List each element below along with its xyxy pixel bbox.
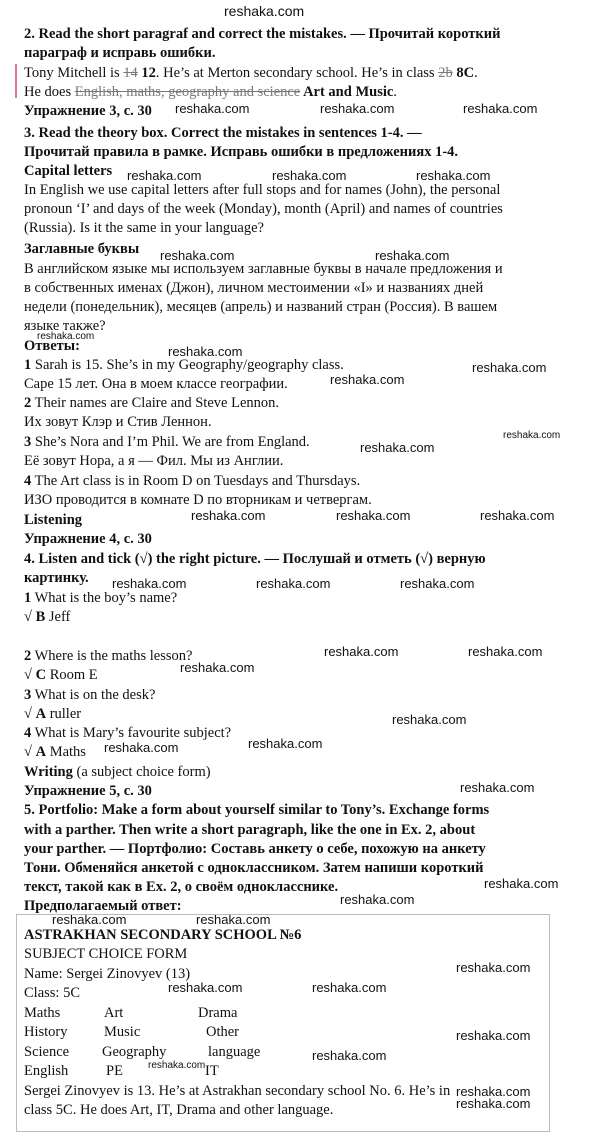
watermark: reshaka.com [463,101,538,116]
ex4-title-cont: картинку. [24,570,89,586]
ex5-title: your parther. — Портфолио: Составь анкету о себе, похожую на анкету [24,841,486,857]
watermark: reshaka.com [468,644,543,659]
ex5-title: with a parther. Then write a short paragraph, like the one in Ex. 2, about [24,822,476,838]
answer-ru: Саре 15 лет. Она в моем классе географии. [24,376,288,392]
subject-cell: English [24,1063,69,1079]
ex5-heading: Упражнение 5, с. 30 [24,783,152,799]
writing-section: Writing (a subject choice form) [24,764,211,780]
capital-letters-heading: Capital letters [24,163,113,179]
watermark: reshaka.com [112,576,187,591]
listening-section: Listening [24,512,83,528]
watermark: reshaka.com [472,360,547,375]
ex2-paragraph-line1: Tony Mitchell is 14 12. He’s at Merton secondary school. He’s in class 2b 8C. [24,65,478,81]
ex5-title: 5. Portfolio: Make a form about yourself similar to Tony’s. Exchange forms [24,802,490,818]
watermark: reshaka.com [480,508,555,523]
form-paragraph: Sergei Zinovyev is 13. He’s at Astrakhan secondary school No. 6. He’s in [24,1083,451,1099]
watermark: reshaka.com [484,876,559,891]
ex2-title: 2. Read the short paragraf and correct the mistakes. — Прочитай короткий [24,26,501,42]
watermark: reshaka.com [256,576,331,591]
form-class: Class: 5C [24,985,80,1001]
subject-cell: Music [104,1024,141,1040]
watermark: reshaka.com [160,248,235,263]
ex5-title: текст, такой как в Ex. 2, о своём однокласснике. [24,879,339,895]
strikethrough-text: 14 [123,65,138,81]
watermark: reshaka.com [324,644,399,659]
subject-cell: PE [106,1063,123,1079]
watermark: reshaka.com [330,372,405,387]
watermark: reshaka.com [312,1048,387,1063]
subject-cell: language [208,1044,261,1060]
ex5-title: Тони. Обменяйся анкетой с одноклассником. Затем напиши короткий [24,860,484,876]
answer-tick: √ B Jeff [24,609,71,625]
ex3-title-ru: Прочитай правила в рамке. Исправь ошибки в предложениях 1-4. [24,144,459,160]
form-name: Name: Sergei Zinovyev (13) [24,966,191,982]
watermark: reshaka.com [456,1028,531,1043]
subject-cell: Other [206,1024,240,1040]
subject-cell: Drama [198,1005,238,1021]
expected-answer-heading: Предполагаемый ответ: [24,898,182,914]
subject-cell: Art [104,1005,124,1021]
ex3-heading: Упражнение 3, с. 30 [24,103,152,119]
watermark: reshaka.com [37,331,95,342]
answer-en: 2 Their names are Claire and Steve Lennon. [24,395,280,411]
answer-ru: Их зовут Клэр и Стив Леннон. [24,414,212,430]
answer-ru: Её зовут Нора, а я — Фил. Мы из Англии. [24,453,284,469]
theory-ru-line: языке также? [24,318,106,334]
watermark: reshaka.com [224,3,305,19]
theory-en-line: (Russia). Is it the same in your language? [24,220,264,236]
subject-cell: Maths [24,1005,61,1021]
watermark: reshaka.com [460,780,535,795]
watermark: reshaka.com [503,430,561,441]
answer-en: 3 She’s Nora and I’m Phil. We are from England. [24,434,310,450]
question: 1 What is the boy’s name? [24,590,178,606]
watermark: reshaka.com [248,736,323,751]
watermark: reshaka.com [180,660,255,675]
watermark: reshaka.com [360,440,435,455]
watermark: reshaka.com [127,168,202,183]
question: 4 What is Mary’s favourite subject? [24,725,232,741]
watermark: reshaka.com [456,960,531,975]
theory-ru-line: в собственных именах (Джон), личном местоимении «I» и названиях дней [24,280,484,296]
watermark: reshaka.com [400,576,475,591]
answer-tick: √ A Maths [24,744,86,760]
ex4-title: 4. Listen and tick (√) the right picture. — Послушай и отметь (√) верную [24,551,486,567]
watermark: reshaka.com [312,980,387,995]
answers-heading: Ответы: [24,338,80,354]
theory-en-line: In English we use capital letters after full stops and for names (John), the personal [24,182,501,198]
ex3-title: 3. Read the theory box. Correct the mistakes in sentences 1-4. — [24,125,422,141]
form-subtitle: SUBJECT CHOICE FORM [24,946,188,962]
watermark: reshaka.com [340,892,415,907]
theory-ru-line: В английском языке мы используем заглавные буквы в начале предложения и [24,261,503,277]
subject-cell: Geography [102,1044,167,1060]
question: 3 What is on the desk? [24,687,156,703]
ex4-heading: Упражнение 4, с. 30 [24,531,152,547]
answer-tick: √ C Room E [24,667,98,683]
watermark: reshaka.com [191,508,266,523]
answer-ru: ИЗО проводится в комнате D по вторникам и четвергам. [24,492,372,508]
margin-mark [15,64,17,98]
ex2-paragraph-line2: He does English, maths, geography and science Art and Music. [24,84,397,100]
watermark: reshaka.com [168,344,243,359]
watermark: reshaka.com [392,712,467,727]
watermark: reshaka.com [196,912,271,927]
subject-cell: History [24,1024,68,1040]
form-paragraph: class 5C. He does Art, IT, Drama and other language. [24,1102,334,1118]
watermark: reshaka.com [336,508,411,523]
watermark: reshaka.com [104,740,179,755]
form-school: ASTRAKHAN SECONDARY SCHOOL №6 [24,927,302,943]
watermark: reshaka.com [272,168,347,183]
ex2-title-cont: параграф и исправь ошибки. [24,45,216,61]
answer-en: 4 The Art class is in Room D on Tuesdays and Thursdays. [24,473,361,489]
watermark: reshaka.com [168,980,243,995]
watermark: reshaka.com [456,1096,531,1111]
subject-cell: IT [205,1063,219,1079]
answer-tick: √ A ruller [24,706,82,722]
watermark: reshaka.com [375,248,450,263]
subject-cell: Science [24,1044,70,1060]
watermark: reshaka.com [148,1060,206,1071]
theory-en-line: pronoun ‘I’ and days of the week (Monday), month (April) and names of countries [24,201,503,217]
watermark: reshaka.com [456,1084,531,1099]
answer-en: 1 Sarah is 15. She’s in my Geography/geography class. [24,357,344,373]
watermark: reshaka.com [416,168,491,183]
watermark: reshaka.com [320,101,395,116]
watermark: reshaka.com [52,912,127,927]
question: 2 Where is the maths lesson? [24,648,193,664]
theory-ru-line: недели (понедельник), месяцев (апрель) и названий стран (Россия). В вашем [24,299,498,315]
strikethrough-text: 2b [438,65,453,81]
watermark: reshaka.com [175,101,250,116]
theory-ru-heading: Заглавные буквы [24,241,140,257]
strikethrough-text: English, maths, geography and science [74,84,301,100]
